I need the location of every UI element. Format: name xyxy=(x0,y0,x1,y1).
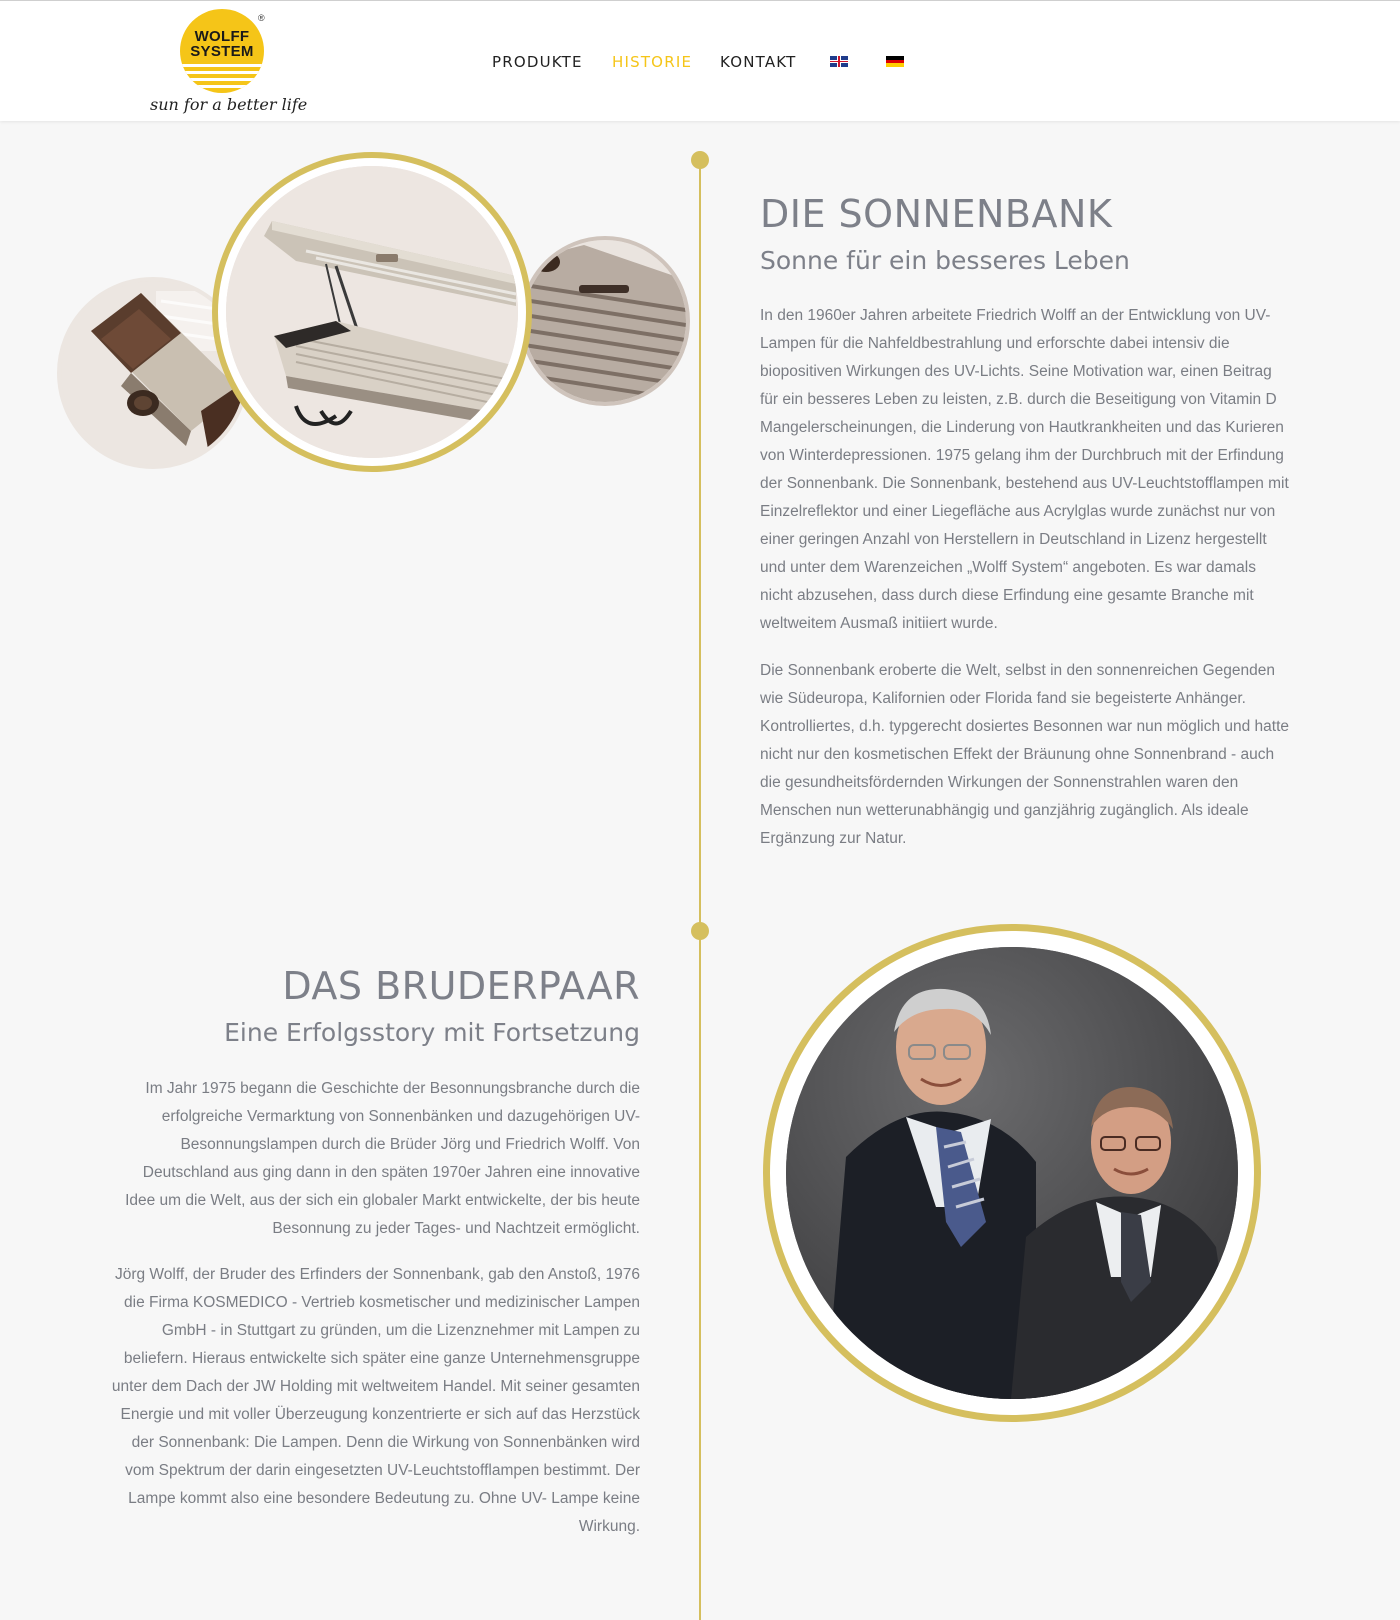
nav-item-kontakt[interactable]: KONTAKT xyxy=(720,53,797,71)
nav-item-historie[interactable]: HISTORIE xyxy=(612,53,693,71)
section-paragraph: Im Jahr 1975 begann die Geschichte der Besonnungsbranche durch die erfolgreiche Vermarktung von Sonnenbänken und dazugehörigen UV-Besonnungslampen durch die Brüder Jörg und Friedrich Wolff. Von Deutschland aus ging dann in den späten 1970er Jahren eine innovative Idee um die Welt, aus der sich ein globaler Markt entwickelte, der bis heute Besonnung zu jeder Tages- und Nachtzeit ermöglicht. xyxy=(125,1080,640,1237)
logo-line2: SYSTEM xyxy=(190,43,254,60)
sunbed-main-image xyxy=(212,152,532,472)
section-paragraph: Jörg Wolff, der Bruder des Erfinders der Sonnenbank, gab den Anstoß, 1976 die Firma KOSMEDICO - Vertrieb kosmetischer und medizinischer Lampen GmbH - in Stuttgart zu gründen, um die Lizenznehmer mit Lampen zu beliefern. Hieraus entwickelte sich später eine ganze Unternehmensgruppe unter dem Dach der JW Holding mit weltweitem Handel. Mit seiner gesamten Energie und mit voller Überzeugung konzentrierte er sich auf das Herzstück der Sonnenbank: Die Lampen. Denn die Wirkung von Sonnenbänken wird vom Spektrum der darin eingesetzten UV-Leuchtstofflampen bestimmt. Der Lampe kommt also eine besondere Bedeutung zu. Ohne UV- Lampe keine Wirkung. xyxy=(111,1266,640,1535)
wolff-system-logo[interactable] xyxy=(150,7,308,117)
logo-tagline: sun for a better life xyxy=(150,95,308,114)
section-subtitle-bruderpaar: Eine Erfolgsstory mit Fortsetzung xyxy=(224,1018,640,1047)
timeline-dot xyxy=(691,922,709,940)
nav-item-produkte[interactable]: PRODUKTE xyxy=(492,53,583,71)
section-paragraph: Die Sonnenbank eroberte die Welt, selbst in den sonnenreichen Gegenden wie Südeuropa, Kalifornien oder Florida fand sie begeisterte Anhänger. Kontrolliertes, d.h. typgerecht dosiertes Besonnen war nun möglich und hatte nicht nur den kosmetischen Effekt der Bräunung ohne Sonnenbrand - auch die gesundheitsfördernden Wirkungen der Sonnenstrahlen waren den Menschen nun wetterunabhängig und ganzjährig zugänglich. Als ideale Ergänzung zur Natur. xyxy=(760,662,1290,847)
section-subtitle-sonnenbank: Sonne für ein besseres Leben xyxy=(760,246,1130,275)
section-title-bruderpaar: DAS BRUDERPAAR xyxy=(282,964,640,1008)
site-header xyxy=(0,0,1400,121)
uk-flag-icon[interactable] xyxy=(830,56,848,67)
timeline-line xyxy=(699,160,701,1620)
timeline-dot xyxy=(691,151,709,169)
logo-line1: WOLFF xyxy=(194,28,250,45)
section-title-sonnenbank: DIE SONNENBANK xyxy=(760,192,1113,236)
section-paragraph: In den 1960er Jahren arbeitete Friedrich Wolff an der Entwicklung von UV-Lampen für die Nahfeldbestrahlung und erforschte dabei intensiv die biopositiven Wirkungen des UV-Lichts. Seine Motivation war, einen Beitrag für ein besseres Leben zu leisten, z.B. durch die Beseitigung von Vitamin D Mangelerscheinungen, die Linderung von Hautkrankheiten und das Kurieren von Winterdepressionen. 1975 gelang ihm der Durchbruch mit der Erfindung der Sonnenbank. Die Sonnenbank, bestehend aus UV-Leuchtstofflampen mit Einzelreflektor und einer Liegefläche aus Acrylglas wurde zunächst nur von einer geringen Anzahl von Herstellern in Deutschland in Lizenz hergestellt und unter dem Warenzeichen „Wolff System“ angeboten. Es war damals nicht abzusehen, dass durch diese Erfindung eine gesamte Branche mit weltweitem Ausmaß initiiert wurde. xyxy=(760,307,1289,632)
logo-sun-icon xyxy=(180,9,264,93)
sunbed-detail-image-right xyxy=(520,236,690,406)
brothers-portrait-image xyxy=(763,924,1261,1422)
german-flag-icon[interactable] xyxy=(886,56,904,67)
registered-mark: ® xyxy=(258,13,265,23)
